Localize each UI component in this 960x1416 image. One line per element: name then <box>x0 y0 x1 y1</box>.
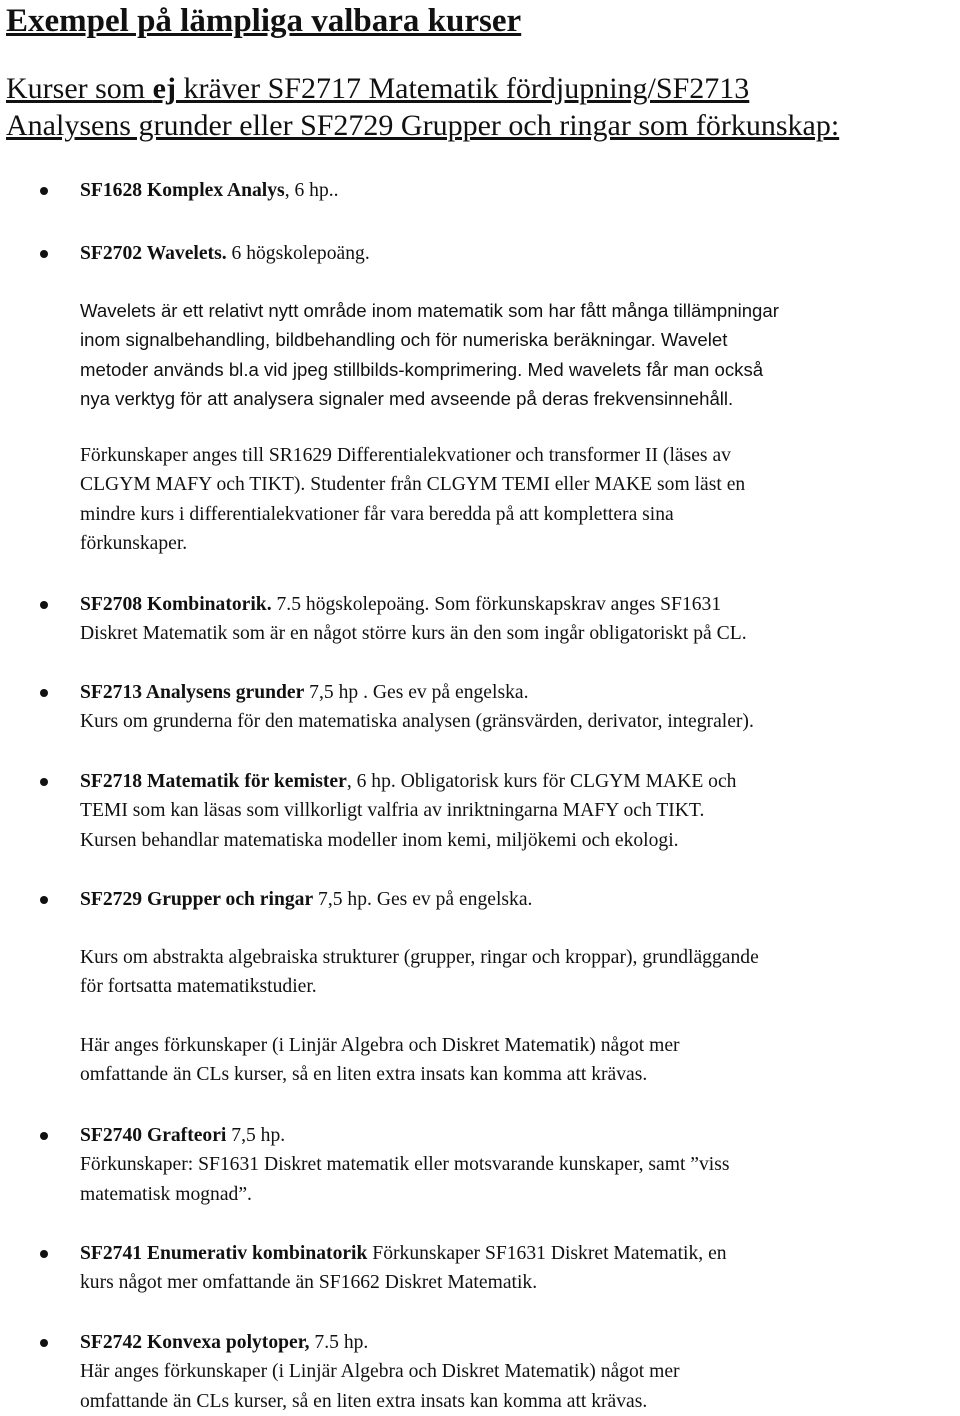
course-info: 6 högskolepoäng. <box>226 243 370 264</box>
heading-text-pre: Kurser som <box>6 72 153 105</box>
course-info: 7,5 hp. Ges ev på engelska. <box>313 889 533 910</box>
bullet-icon <box>40 778 48 786</box>
bullet-icon <box>40 250 48 258</box>
course-code: SF2702 Wavelets. <box>80 243 227 264</box>
course-text <box>80 767 960 855</box>
description-line: Kurs om abstrakta algebraiska strukturer (grupper, ringar och kroppar), grundläggande <box>80 947 759 968</box>
description-line: omfattande än CLs kurser, så en liten extra insats kan komma att krävas. <box>80 1390 648 1412</box>
description-line: metoder används bl.a vid jpeg stillbilds-komprimering. Med wavelets får man också <box>80 358 764 380</box>
heading-text-post: kräver SF2717 Matematik fördjupning/SF2713 <box>175 72 750 105</box>
course-line <box>80 176 960 205</box>
course-line <box>80 885 960 914</box>
description-line: Wavelets är ett relativt nytt område inom matematik som har fått många tillämpningar <box>80 300 779 321</box>
course-description <box>80 296 960 413</box>
bullet-icon <box>40 601 48 609</box>
course-code: SF2718 Matematik för kemister <box>80 771 347 792</box>
section-heading <box>6 70 956 144</box>
description-line: Diskret Matematik som är en något större kurs än den som ingår obligatoriskt på CL. <box>80 623 747 645</box>
course-code: SF2729 Grupper och ringar <box>80 889 314 910</box>
heading-line-2: Analysens grunder eller SF2729 Grupper och ringar som förkunskap: <box>6 109 840 142</box>
description-line: Kursen behandlar matematiska modeller inom kemi, miljökemi och ekologi. <box>80 829 679 851</box>
course-text <box>80 1328 960 1416</box>
description-line: TEMI som kan läsas som villkorligt valfria av inriktningarna MAFY och TIKT. <box>80 800 705 822</box>
course-code: SF2708 Kombinatorik. <box>80 594 272 615</box>
course-text <box>80 1239 960 1298</box>
description-line: matematisk mognad”. <box>80 1183 252 1205</box>
page-title: Exempel på lämpliga valbara kurser <box>6 3 522 39</box>
course-text <box>80 590 960 649</box>
bullet-icon <box>40 896 48 904</box>
description-line: för fortsatta matematikstudier. <box>80 976 317 998</box>
description-line: Här anges förkunskaper (i Linjär Algebra och Diskret Matematik) något mer <box>80 1361 680 1383</box>
bullet-icon <box>40 1339 48 1347</box>
course-code: SF2742 Konvexa polytoper, <box>80 1332 310 1353</box>
description-line: CLGYM MAFY och TIKT). Studenter från CLGYM TEMI eller MAKE som läst en <box>80 474 746 496</box>
description-line: Här anges förkunskaper (i Linjär Algebra och Diskret Matematik) något mer <box>80 1035 680 1056</box>
course-code: SF2741 Enumerativ kombinatorik <box>80 1243 368 1264</box>
description-line: kurs något mer omfattande än SF1662 Diskret Matematik. <box>80 1272 538 1294</box>
description-line: förkunskaper. <box>80 532 188 554</box>
description-line: omfattande än CLs kurser, så en liten extra insats kan komma att krävas. <box>80 1064 648 1086</box>
bullet-icon <box>40 187 48 195</box>
description-line: mindre kurs i differentialekvationer får vara beredda på att komplettera sina <box>80 503 674 525</box>
course-info: 7.5 hp. <box>309 1332 369 1353</box>
heading-emphasis: ej <box>152 72 176 105</box>
course-info: , 6 hp.. <box>284 180 339 201</box>
course-description <box>80 943 960 1002</box>
description-line: Förkunskaper: SF1631 Diskret matematik eller motsvarande kunskaper, samt ”viss <box>80 1154 730 1176</box>
description-line: nya verktyg för att analysera signaler med avseende på deras frekvensinnehåll. <box>80 387 734 409</box>
course-code: SF1628 Komplex Analys <box>80 180 285 201</box>
course-info: 7,5 hp . Ges ev på engelska. <box>304 682 529 703</box>
bullet-icon <box>40 689 48 697</box>
course-info: , 6 hp. Obligatorisk kurs för CLGYM MAKE och <box>346 771 737 792</box>
course-text <box>80 1121 960 1209</box>
description-line: Förkunskaper anges till SR1629 Differentialekvationer och transformer II (läses av <box>80 445 731 466</box>
course-info: 7,5 hp. <box>226 1125 286 1146</box>
description-line: inom signalbehandling, bildbehandling och för numeriska beräkningar. Wavelet <box>80 329 728 351</box>
course-line <box>80 239 960 268</box>
course-prerequisites <box>80 441 960 558</box>
description-line: Kurs om grunderna för den matematiska analysen (gränsvärden, derivator, integraler). <box>80 711 754 733</box>
bullet-icon <box>40 1250 48 1258</box>
course-code: SF2740 Grafteori <box>80 1125 227 1146</box>
bullet-icon <box>40 1132 48 1140</box>
course-prerequisites <box>80 1031 960 1090</box>
course-code: SF2713 Analysens grunder <box>80 682 305 703</box>
course-info: 7.5 högskolepoäng. Som förkunskapskrav anges SF1631 <box>271 594 722 615</box>
course-text <box>80 678 960 737</box>
course-info: Förkunskaper SF1631 Diskret Matematik, en <box>367 1243 727 1264</box>
